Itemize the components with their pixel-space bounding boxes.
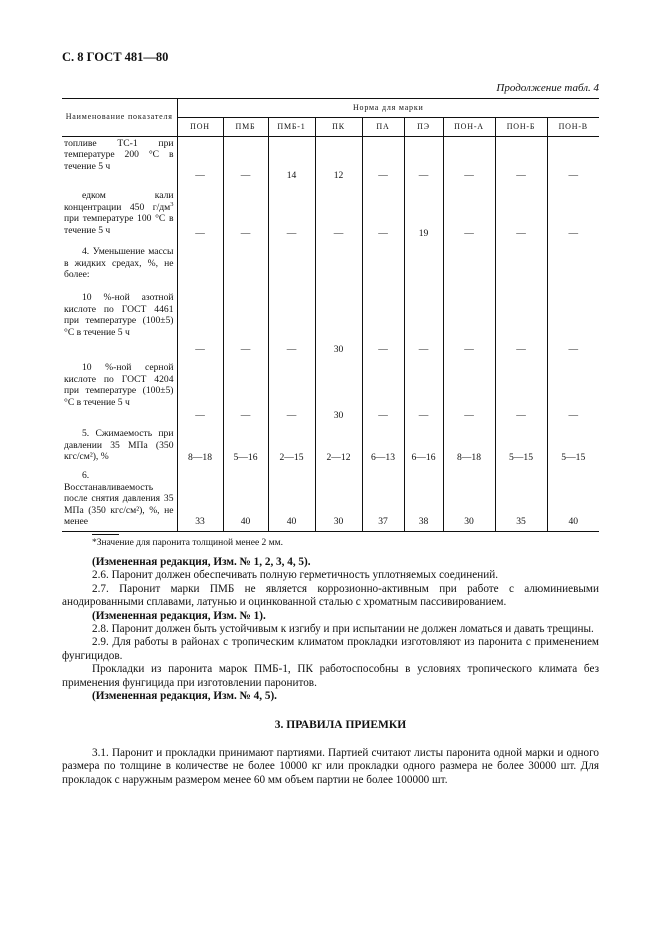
amendment-note: (Измененная редакция, Изм. № 1). bbox=[92, 609, 266, 622]
table-cell: — bbox=[223, 284, 268, 356]
footnote: *Значение для паронита толщиной менее 2 мм. bbox=[92, 538, 284, 548]
table-row bbox=[62, 284, 599, 356]
table-cell bbox=[177, 240, 223, 284]
paragraph: 2.6. Паронит должен обеспечивать полную герметичность уплотняемых соединений. bbox=[92, 569, 498, 582]
table-cell: — bbox=[177, 284, 223, 356]
table-cell: — bbox=[268, 182, 315, 240]
row-label: 4. Уменьшение массы в жидких средах, %, не более: bbox=[62, 240, 177, 284]
column-header: ПМБ-1 bbox=[268, 118, 315, 137]
table-row bbox=[62, 464, 599, 531]
table-cell: — bbox=[495, 356, 547, 422]
table-cell: 30 bbox=[315, 464, 362, 531]
table-cell: — bbox=[362, 284, 404, 356]
table-cell: — bbox=[177, 356, 223, 422]
row-label bbox=[62, 182, 177, 240]
column-header: ПЭ bbox=[404, 118, 443, 137]
table-cell: — bbox=[223, 182, 268, 240]
column-header: ПМБ bbox=[223, 118, 268, 137]
row-label: 10 %-ной азотной кислоте по ГОСТ 4461 при температуре (100±5) °С в течение 5 ч bbox=[62, 284, 177, 356]
table-cell: — bbox=[547, 356, 599, 422]
table-cell: — bbox=[268, 284, 315, 356]
table-cell: 5—16 bbox=[223, 422, 268, 464]
superscript: 3 bbox=[170, 200, 174, 208]
table-cell: 40 bbox=[268, 464, 315, 531]
table-cell: — bbox=[495, 136, 547, 182]
table-cell: — bbox=[443, 356, 495, 422]
paragraph: 2.9. Для работы в районах с тропическим климатом прокладки изготовляют из паронита с применением фунгицидов. bbox=[62, 636, 599, 662]
table-cell: 14 bbox=[268, 136, 315, 182]
table-cell: — bbox=[223, 136, 268, 182]
table-cell: 2—12 bbox=[315, 422, 362, 464]
table-cell: 40 bbox=[547, 464, 599, 531]
table-cell: — bbox=[404, 136, 443, 182]
grade-group-header: Норма для марки bbox=[177, 99, 599, 118]
column-header: ПК bbox=[315, 118, 362, 137]
row-label-text: едком кали концентрации 450 г/дм bbox=[64, 190, 174, 213]
column-header: ПА bbox=[362, 118, 404, 137]
paragraph: 2.8. Паронит должен быть устойчивым к изгибу и при испытании не должен ломаться и давать трещины. bbox=[92, 623, 594, 636]
table-cell: — bbox=[177, 182, 223, 240]
table-row bbox=[62, 240, 599, 284]
section-title: 3. ПРАВИЛА ПРИЕМКИ bbox=[274, 719, 407, 732]
table-cell: — bbox=[223, 356, 268, 422]
table-cell bbox=[315, 240, 362, 284]
row-label: 10 %-ной серной кислоте по ГОСТ 4204 при температуре (100±5) °С в течение 5 ч bbox=[62, 356, 177, 422]
amendment-note: (Измененная редакция, Изм. № 4, 5). bbox=[92, 690, 277, 703]
row-label: 6. Восстанавливаемость после снятия давления 35 МПа (350 кгс/см²), %, не менее bbox=[62, 464, 177, 531]
table-cell bbox=[223, 240, 268, 284]
table-cell: 35 bbox=[495, 464, 547, 531]
table-cell: — bbox=[443, 182, 495, 240]
amendment-note: (Измененная редакция, Изм. № 1, 2, 3, 4, 5). bbox=[92, 556, 311, 568]
paragraph: Прокладки из паронита марок ПМБ-1, ПК работоспособны в условиях тропического климата без применения фунгицида при изготовлении паронитов. bbox=[62, 663, 599, 689]
row-label: топливе ТС-1 при температуре 200 °С в течение 5 ч bbox=[62, 136, 177, 182]
table-cell bbox=[362, 240, 404, 284]
table-cell: — bbox=[177, 136, 223, 182]
table-row bbox=[62, 356, 599, 422]
column-header: ПОН bbox=[177, 118, 223, 137]
table-cell: — bbox=[495, 284, 547, 356]
table-cell: — bbox=[268, 356, 315, 422]
table-cell: 40 bbox=[223, 464, 268, 531]
table-cell: 33 bbox=[177, 464, 223, 531]
page-header: С. 8 ГОСТ 481—80 bbox=[62, 50, 169, 64]
table-cell bbox=[547, 240, 599, 284]
table-row bbox=[62, 136, 599, 182]
table-cell bbox=[443, 240, 495, 284]
table-cell: — bbox=[495, 182, 547, 240]
table-cell: 8—18 bbox=[177, 422, 223, 464]
table-cell bbox=[495, 240, 547, 284]
table-cell: — bbox=[547, 136, 599, 182]
footnote-divider bbox=[92, 534, 119, 535]
table-cell: — bbox=[404, 284, 443, 356]
table-cell: — bbox=[443, 136, 495, 182]
paragraph: 3.1. Паронит и прокладки принимают партиями. Партией считают листы паронита одной марки и одного размера по толщине в количестве не более 10000 кг или прокладки одного размера не более 30000 шт. Для прокладок с наружным размером менее 60 мм объем партии не более 100000 шт. bbox=[62, 746, 599, 786]
table-continuation-label: Продолжение табл. 4 bbox=[496, 82, 599, 94]
table-cell: — bbox=[547, 284, 599, 356]
column-header: ПОН-Б bbox=[495, 118, 547, 137]
table-cell: — bbox=[404, 356, 443, 422]
table-cell: — bbox=[547, 182, 599, 240]
table-cell: 30 bbox=[315, 284, 362, 356]
properties-table bbox=[62, 98, 599, 532]
table-cell: 38 bbox=[404, 464, 443, 531]
name-column-header: Наименование показателя bbox=[62, 99, 177, 137]
body-text bbox=[62, 556, 599, 787]
table-cell: — bbox=[362, 182, 404, 240]
column-header: ПОН-В bbox=[547, 118, 599, 137]
row-label: 5. Сжимаемость при давлении 35 МПа (350 кгс/см²), % bbox=[62, 422, 177, 464]
table-cell: 30 bbox=[443, 464, 495, 531]
table-cell: 19 bbox=[404, 182, 443, 240]
table-cell: 30 bbox=[315, 356, 362, 422]
table-cell bbox=[404, 240, 443, 284]
table-cell: — bbox=[362, 356, 404, 422]
table-row bbox=[62, 422, 599, 464]
table-cell: 5—15 bbox=[547, 422, 599, 464]
column-header: ПОН-А bbox=[443, 118, 495, 137]
row-label-text-tail: при температуре 100 °С в течение 5 ч bbox=[64, 213, 174, 236]
table-cell: 2—15 bbox=[268, 422, 315, 464]
table-cell: 8—18 bbox=[443, 422, 495, 464]
table-cell: 37 bbox=[362, 464, 404, 531]
table-cell: — bbox=[362, 136, 404, 182]
paragraph: 2.7. Паронит марки ПМБ не является коррозионно-активным при работе с алюминиевыми анодированными сплавами, латунью и оцинкованной сталью с хроматным пассивированием. bbox=[62, 582, 599, 609]
table-cell: — bbox=[315, 182, 362, 240]
table-cell bbox=[268, 240, 315, 284]
table-cell: 6—16 bbox=[404, 422, 443, 464]
table-cell: 5—15 bbox=[495, 422, 547, 464]
table-cell: — bbox=[443, 284, 495, 356]
table-cell: 6—13 bbox=[362, 422, 404, 464]
table-cell: 12 bbox=[315, 136, 362, 182]
table-row bbox=[62, 182, 599, 240]
